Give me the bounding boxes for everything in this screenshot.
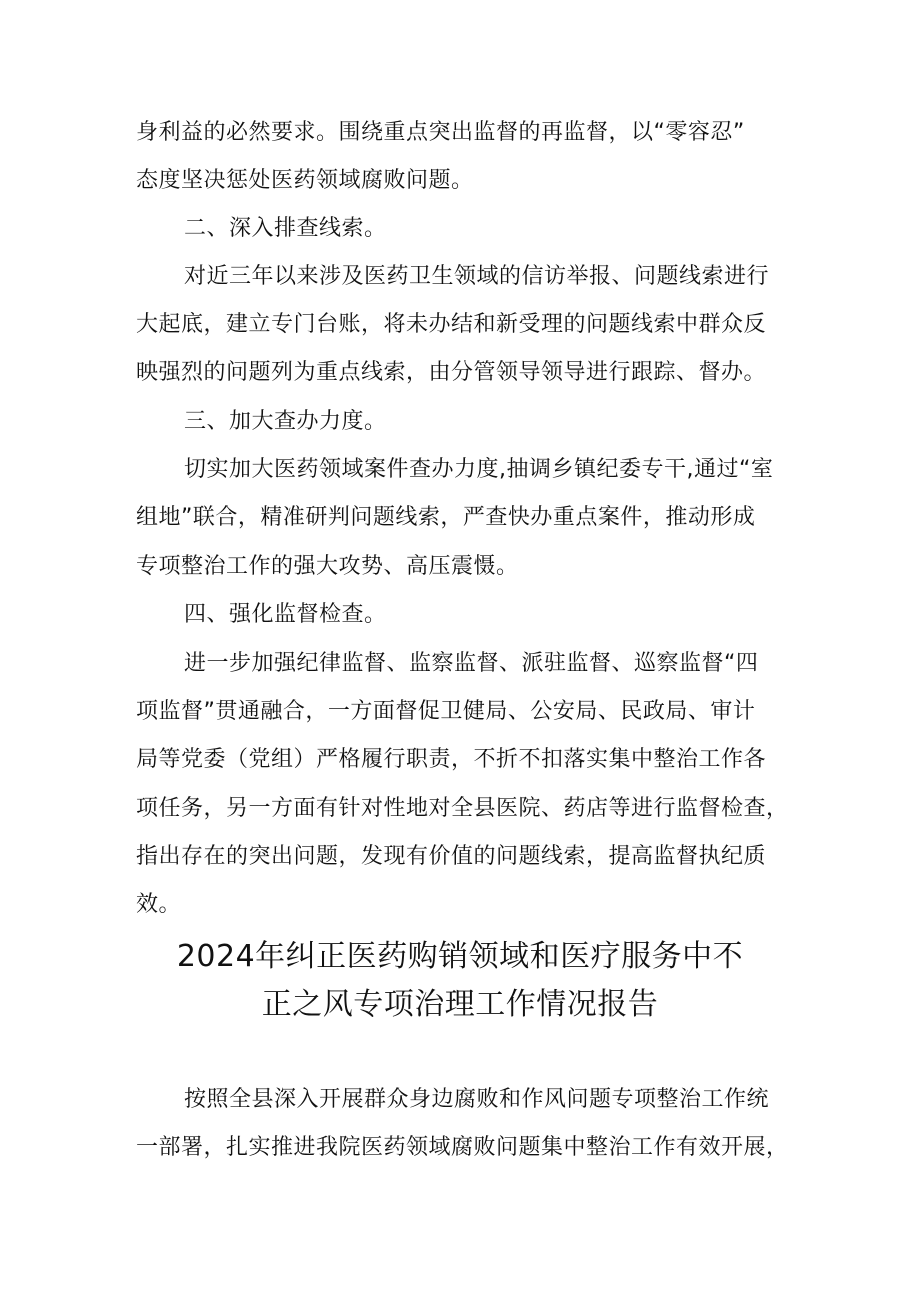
paragraph-line: 局等党委（党组）严格履行职责，不折不扣落实集中整治工作各 [136,747,767,772]
paragraph-line: 项任务，另一方面有针对性地对全县医院、药店等进行监督检查， [136,796,789,821]
paragraph-line: 态度坚决惩处医药领域腐败问题。 [136,168,474,193]
paragraph-line: 组地”联合，精准研判问题线索，严查快办重点案件，推动形成 [136,505,756,530]
report-title-line-1: 2024年纠正医药购销领域和医疗服务中不 [176,939,744,974]
paragraph-line: 指出存在的突出问题，发现有价值的问题线索，提高监督执纪质 [136,844,767,869]
paragraph-line: 对近三年以来涉及医药卫生领域的信访举报、问题线索进行 [184,264,770,289]
paragraph-line: 映强烈的问题列为重点线索，由分管领导领导进行跟踪、督办。 [136,360,767,385]
paragraph-line: 按照全县深入开展群众身边腐败和作风问题专项整治工作统 [184,1087,770,1112]
paragraph-line: 进一步加强纪律监督、监察监督、派驻监督、巡察监督“四 [184,651,759,676]
paragraph-line: 专项整治工作的强大攻势、高压震慑。 [136,554,519,579]
paragraph-line: 大起底，建立专门台账，将未办结和新受理的问题线索中群众反 [136,312,767,337]
paragraph-line: 一部署，扎实推进我院医药领域腐败问题集中整治工作有效开展， [136,1135,789,1160]
paragraph-line: 切实加大医药领域案件查办力度,抽调乡镇纪委专干,通过“室 [184,457,774,482]
section-heading-3: 三、加大查办力度。 [184,409,387,434]
section-heading-4: 四、强化监督检查。 [184,602,387,627]
paragraph-line: 效。 [136,892,182,917]
paragraph-line: 项监督”贯通融合，一方面督促卫健局、公安局、民政局、审计 [136,699,756,724]
section-heading-2: 二、深入排查线索。 [184,216,387,241]
report-title-line-2: 正之风专项治理工作情况报告 [261,987,659,1022]
paragraph-line: 身利益的必然要求。围绕重点突出监督的再监督，以“零容忍” [136,120,745,145]
